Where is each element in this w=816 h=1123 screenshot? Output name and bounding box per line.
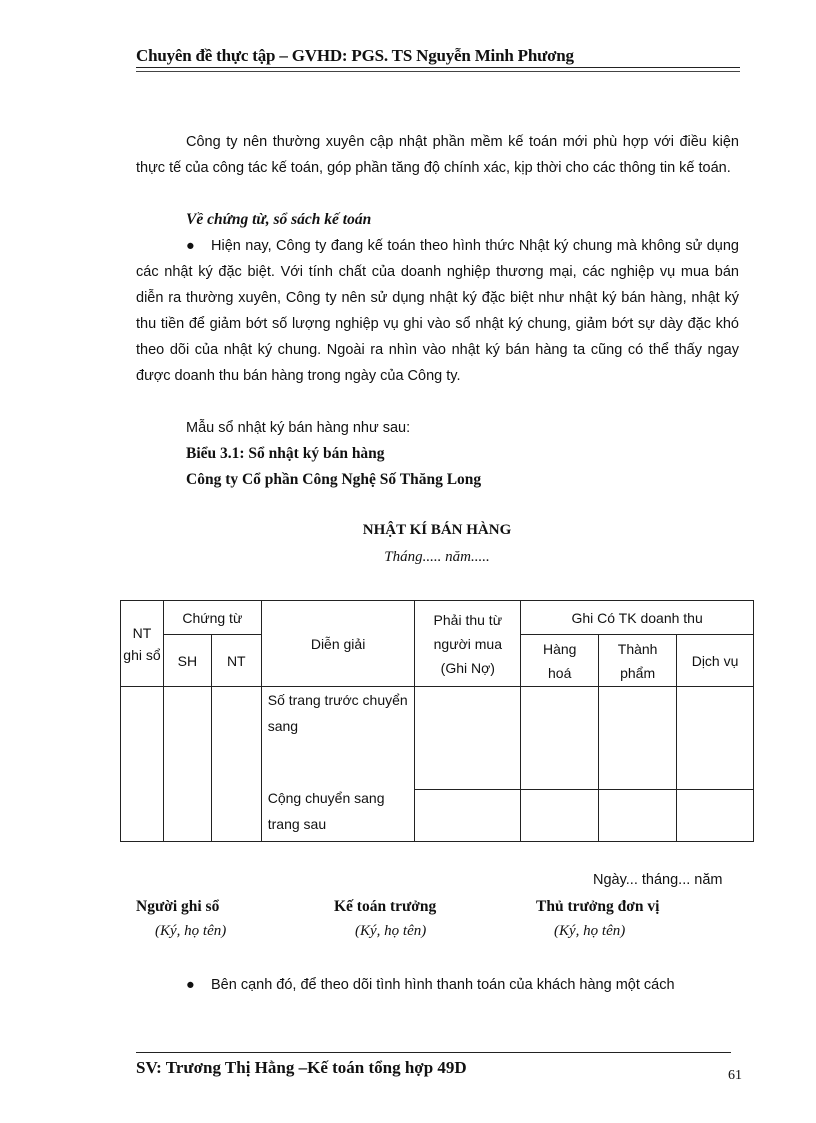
header-rule: [136, 67, 740, 68]
cell-dich-vu-1: [677, 687, 754, 790]
signer-recorder-note: (Ký, họ tên): [155, 923, 227, 939]
body-cell-sh: [163, 687, 211, 842]
sample-intro-row: [136, 415, 739, 441]
header-nt-ghi-so: NT ghi sổ: [121, 601, 164, 687]
bullet-icon: ●: [186, 238, 195, 254]
signer-chief-accountant-note: (Ký, họ tên): [355, 923, 427, 939]
signer-chief-accountant-title: Kế toán trưởng: [334, 898, 437, 915]
header-phai-thu: Phải thu từ người mua (Ghi Nợ): [415, 601, 521, 687]
cell-thanh-pham-1: [599, 687, 677, 790]
body-cell-nt: [121, 687, 164, 842]
ledger-period: Tháng..... năm.....: [384, 549, 490, 565]
header-sh: SH: [163, 635, 211, 687]
signer-recorder-title: Người ghi sổ: [136, 898, 220, 915]
signer-director-title: Thủ trưởng đơn vị: [536, 898, 660, 915]
page-number: 61: [728, 1068, 742, 1083]
cell-phai-thu-1: [415, 687, 521, 790]
cell-phai-thu-2: [415, 790, 521, 842]
paragraph-text: Công ty nên thường xuyên cập nhật phần mềm kế toán mới phù hợp với điều kiện thực tế của công tác kế toán, góp phần tăng độ chính xác, kịp thời cho các thông tin kế toán.: [136, 134, 739, 176]
bullet-text: Hiện nay, Công ty đang kế toán theo hình thức Nhật ký chung mà không sử dụng các nhật ký đặc biệt. Với tính chất của doanh nghiệp thương mại, các nghiệp vụ mua bán diễn ra thường xuyên, Công ty nên sử dụng nhật ký đặc biệt như nhật ký bán hàng, nhật ký thu tiền để giảm bớt số lượng nghiệp vụ ghi vào sổ nhật ký chung, giảm bớt sự dày đặc khó theo dõi của nhật ký chung. Ngoài ra nhìn vào nhật ký bán hàng ta cũng có thể thấy ngay được doanh thu bán hàng trong ngày của Công ty.: [136, 238, 739, 384]
dien-giai-cell: [261, 687, 415, 842]
sample-intro: Mẫu sổ nhật ký bán hàng như sau:: [186, 420, 411, 436]
cell-hang-hoa-1: [521, 687, 599, 790]
footer-student: SV: Trương Thị Hằng –Kế toán tổng hợp 49D: [136, 1058, 467, 1077]
row-carried-to: Cộng chuyển sang trang sau: [267, 790, 385, 832]
ledger-title: NHẬT KÍ BÁN HÀNG: [362, 522, 512, 538]
header-nt: NT: [211, 635, 261, 687]
company-row: [136, 467, 739, 493]
row-carried-from: Số trang trước chuyển sang: [267, 692, 408, 734]
page-header-title: Chuyên đề thực tập – GVHD: PGS. TS Nguyễn Minh Phương: [136, 46, 574, 65]
header-rule-thin: [136, 71, 740, 72]
header-thanh-pham: Thành phẩm: [599, 635, 677, 687]
figure-label-row: [136, 441, 739, 467]
header-dich-vu: Dịch vụ: [677, 635, 754, 687]
cell-thanh-pham-2: [599, 790, 677, 842]
date-line: Ngày... tháng... năm: [593, 872, 723, 888]
header-ghi-co: Ghi Có TK doanh thu: [521, 601, 754, 635]
cell-hang-hoa-2: [521, 790, 599, 842]
signer-director-note: (Ký, họ tên): [554, 923, 626, 939]
company-name: Công ty Cổ phần Công Nghệ Số Thăng Long: [186, 471, 482, 488]
body-cell-ntct: [211, 687, 261, 842]
bullet-icon: ●: [186, 977, 195, 993]
section-heading: Về chứng từ, sổ sách kế toán: [186, 211, 372, 228]
figure-label: Biểu 3.1: Sổ nhật ký bán hàng: [186, 445, 385, 462]
paragraph-software: [136, 129, 739, 181]
bullet-paragraph: [136, 233, 739, 389]
bullet-paragraph-2: [136, 972, 739, 998]
section-heading-row: [136, 207, 739, 233]
bullet-text-2: Bên cạnh đó, để theo dõi tình hình thanh toán của khách hàng một cách: [211, 977, 675, 993]
header-chung-tu: Chứng từ: [163, 601, 261, 635]
header-dien-giai: Diễn giải: [261, 601, 415, 687]
cell-dich-vu-2: [677, 790, 754, 842]
sales-journal-table: [120, 600, 754, 842]
footer-rule: [136, 1052, 731, 1053]
header-hang-hoa: Hàng hoá: [521, 635, 599, 687]
